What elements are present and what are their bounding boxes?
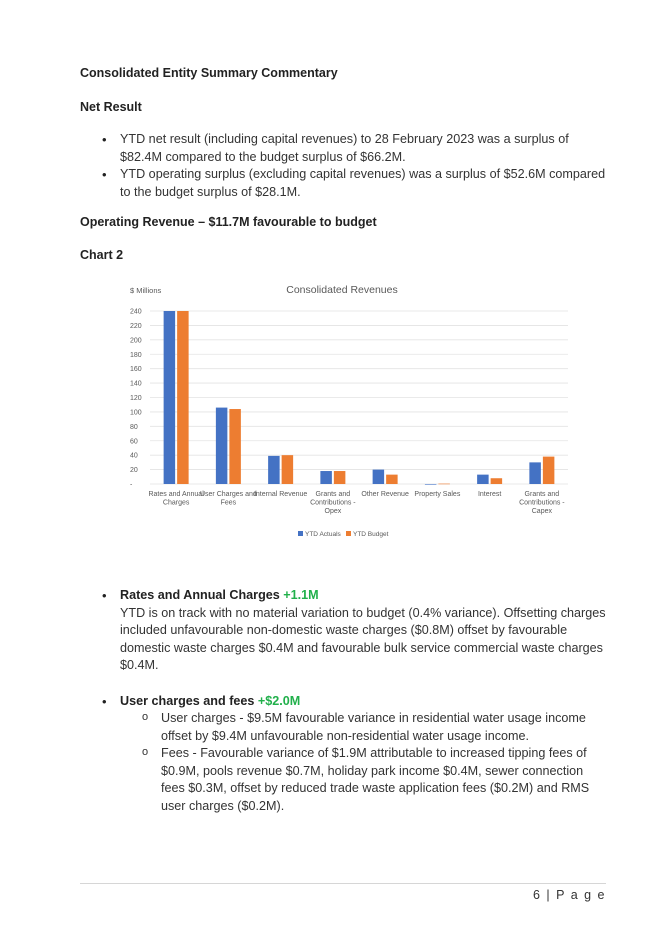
y-tick-label: 160: [130, 366, 142, 374]
bar-actuals: [529, 462, 541, 484]
detail-title: User charges and fees: [120, 693, 255, 708]
bar-actuals: [268, 456, 280, 484]
bar-budget: [282, 455, 294, 484]
x-tick-label: Rates and Annual Charges: [148, 491, 204, 507]
y-ticks: [130, 309, 142, 489]
y-axis-label: $ Millions: [130, 286, 162, 295]
chart-svg: [122, 280, 582, 546]
page-number: 6 | P a g e: [532, 888, 606, 902]
sub-list: [120, 710, 610, 815]
y-tick-label: 140: [130, 380, 142, 388]
y-tick-label: -: [130, 481, 133, 489]
bar-actuals: [164, 311, 176, 484]
bar-budget: [491, 478, 503, 484]
bar-actuals: [216, 408, 228, 484]
y-tick-label: 80: [130, 423, 138, 431]
detail-user-charges-fees: [80, 693, 610, 816]
y-tick-label: 180: [130, 351, 142, 359]
net-result-list: [80, 131, 610, 201]
y-tick-label: 120: [130, 395, 142, 402]
y-tick-label: 60: [130, 438, 138, 446]
gridlines: [150, 311, 568, 484]
net-result-heading: Net Result: [80, 100, 142, 114]
detail-rates-annual-charges: [80, 587, 610, 675]
net-result-bullet: • YTD operating surplus (excluding capital revenues) was a surplus of $52.6M compared to the budget surplus of $28.1M.: [80, 166, 610, 201]
bar-budget: [334, 471, 346, 484]
details-list: [80, 587, 610, 815]
y-tick-label: 100: [130, 409, 142, 417]
bar-actuals: [425, 484, 437, 485]
y-tick-label: 220: [130, 322, 142, 330]
bar-budget: [229, 409, 241, 484]
x-tick-label: Internal Revenue: [253, 491, 308, 498]
x-tick-label: Grants and Contributions -Opex: [310, 491, 356, 515]
legend-swatch: [346, 531, 351, 536]
x-labels: [148, 491, 565, 515]
y-tick-label: 40: [130, 452, 138, 460]
bar-budget: [177, 311, 189, 484]
footer-divider: [80, 883, 606, 884]
x-tick-label: Other Revenue: [361, 491, 409, 498]
x-tick-label: Interest: [477, 491, 502, 498]
chart-heading: Chart 2: [80, 248, 124, 262]
detail-variance: +1.1M: [283, 588, 319, 602]
detail-text: YTD is on track with no material variation to budget (0.4% variance). Offsetting charges included unfavourable non-domestic waste charges ($0.8M) offset by favourable domestic waste charges $0.4M and favourable bulk service commercial waste charges $0.4M.: [120, 605, 606, 672]
x-tick-label: User Charges and Fees: [199, 491, 257, 507]
net-result-bullet: • YTD net result (including capital revenues) to 28 February 2023 was a surplus of $82.4M compared to the budget surplus of $66.2M.: [80, 131, 610, 166]
y-tick-label: 20: [130, 467, 138, 475]
detail-variance: +$2.0M: [257, 693, 301, 708]
x-tick-label: Property Sales: [414, 491, 461, 498]
bar-actuals: [477, 475, 489, 484]
legend-swatch: [298, 531, 303, 536]
consolidated-revenues-chart: [122, 280, 582, 546]
y-tick-label: 200: [130, 337, 142, 345]
bar-actuals: [320, 471, 332, 484]
legend-label: YTD Actuals: [305, 531, 341, 538]
detail-title: Rates and Annual Charges: [120, 588, 280, 602]
sub-bullet: o Fees - Favourable variance of $1.9M attributable to increased tipping fees of $0.9M, pools revenue $0.7M, holiday park income $0.4M, sewer connection fees $0.3M, offset by reduced trade waste application fees ($0.2M) and RMS user charges ($0.2M).: [120, 745, 610, 815]
bar-budget: [386, 475, 398, 484]
y-tick-label: 240: [130, 308, 142, 316]
x-tick-label: Grants and Contributions -Capex: [519, 491, 565, 515]
bar-budget: [543, 457, 555, 484]
legend-label: YTD Budget: [353, 531, 389, 538]
bar-actuals: [373, 470, 385, 484]
legend: [298, 531, 389, 538]
operating-revenue-heading: Operating Revenue – $11.7M favourable to budget: [80, 215, 377, 229]
sub-bullet: o User charges - $9.5M favourable variance in residential water usage income offset by $9.4M unfavourable non-residential water usage income.: [120, 710, 610, 745]
bar-budget: [438, 484, 450, 485]
summary-heading: Consolidated Entity Summary Commentary: [80, 66, 338, 80]
chart-title: Consolidated Revenues: [286, 284, 398, 296]
